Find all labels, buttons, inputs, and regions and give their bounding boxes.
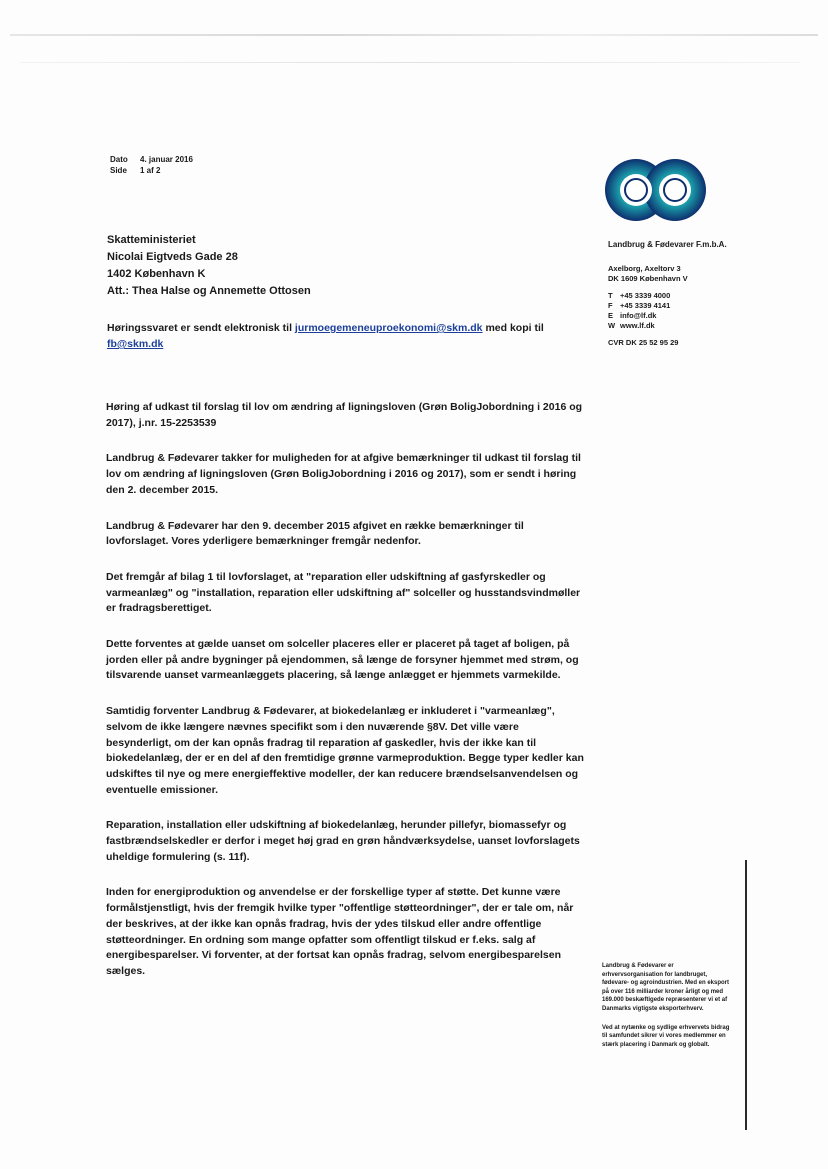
sender-email-row [608, 311, 727, 321]
web-key: W [608, 321, 616, 330]
paragraph-3: Det fremgår af bilag 1 til lovforslaget, at "reparation eller udskiftning af gasfyrskedler og varmeanlæg" og "installation, reparation eller udskiftning af" solceller og husstandsvindmøller er fradragsberettiget. [106, 570, 581, 615]
document-meta [110, 154, 193, 176]
submission-text-before: Høringssvaret er sendt elektronisk til [107, 322, 295, 334]
sender-address-2: DK 1609 København V [608, 274, 688, 283]
paragraph-2: Landbrug & Fødevarer har den 9. december 2015 afgivet en række bemærkninger til lovforslaget. Vores yderligere bemærkninger fremgår nedenfor. [106, 519, 524, 548]
recipient-line-3: 1402 København K [107, 268, 206, 280]
page-value: 1 af 2 [140, 166, 161, 175]
date-value: 4. januar 2016 [140, 155, 193, 164]
letter-body [106, 400, 586, 1000]
email-link-copy[interactable]: fb@skm.dk [107, 338, 164, 350]
sender-address-1: Axelborg, Axeltorv 3 [608, 264, 681, 273]
page-label: Side [110, 166, 127, 175]
sender-phone-row [608, 291, 727, 301]
sender-email: info@lf.dk [620, 311, 657, 320]
recipient-line-1: Skatteministeriet [107, 234, 196, 246]
scan-artifact-line-2 [20, 62, 800, 63]
phone-key: T [608, 291, 613, 300]
submission-text-middle: med kopi til [482, 322, 544, 334]
sender-cvr: CVR DK 25 52 95 29 [608, 338, 679, 347]
sender-fax: +45 3339 4141 [620, 301, 671, 310]
scan-edge-line [745, 860, 747, 1130]
paragraph-7: Inden for energiproduktion og anvendelse er der forskellige typer af støtte. Det kunne være formålstjenstligt, hvis der fremgik hvilke typer "offentlige støtteordninger", der er tale om, når der beskrives, at der ikke kan opnås fradrag, hvis der ydes tilskud eller andre offentlige støtteordninger. En ordning som mange opfatter som offentligt tilskud er f.eks. salg af energibesparelser. Vi forventer, at der fortsat kan opnås fradrag, selvom energibesparelsen sælges. [106, 886, 574, 977]
fax-key: F [608, 301, 613, 310]
date-row [110, 154, 193, 165]
sender-fax-row [608, 301, 727, 311]
scan-artifact-line [10, 34, 818, 36]
page-row [110, 165, 193, 176]
paragraph-6: Reparation, installation eller udskiftning af biokedelanlæg, herunder pillefyr, biomassefyr og fastbrændselskedler er derfor i meget høj grad en grøn håndværksydelse, uanset lovforslagets uheldige formulering (s. 11f). [106, 819, 580, 863]
letter-title: Høring af udkast til forslag til lov om ændring af ligningsloven (Grøn BoligJobordning i 2016 og 2017), j.nr. 15-2253539 [106, 401, 583, 429]
organization-sidebar [602, 962, 730, 1059]
email-key: E [608, 311, 614, 320]
sender-phone: +45 3339 4000 [620, 291, 671, 300]
sender-web-row [608, 321, 727, 331]
email-link-primary[interactable]: jurmoegemeneuproekonomi@skm.dk [294, 322, 483, 334]
recipient-line-2: Nicolai Eigtveds Gade 28 [107, 251, 238, 263]
company-logo [603, 157, 708, 223]
recipient-address [107, 232, 311, 300]
sender-company: Landbrug & Fødevarer F.m.b.A. [608, 240, 727, 249]
sidebar-paragraph-2: Ved at nytænke og sydlige erhvervets bidrag til samfundet sikrer vi vores medlemmer en stærk placering i Danmark og globalt. [602, 1024, 730, 1048]
recipient-line-4: Att.: Thea Halse og Annemette Ottosen [107, 285, 311, 297]
submission-note [107, 320, 547, 352]
sidebar-paragraph-1: Landbrug & Fødevarer er erhvervsorganisation for landbruget, fødevare- og agroindustrien. Med en eksport på over 116 milliarder kroner årligt og med 169.000 beskæftigede repræsenterer vi et af Danmarks vigtigste eksporterhverv. [602, 963, 730, 1012]
paragraph-5: Samtidig forventer Landbrug & Fødevarer, at biokedelanlæg er inkluderet i "varmeanlæg", selvom de ikke længere nævnes specifikt som i den nuværende §8V. Det ville være besynderligt, om der kan opnås fradrag til reparation af gaskedler, hvis der ikke kan til biokedelanlæg, der er en del af den fremtidige grønne varmeproduktion. Begge typer kedler kan udskiftes til nye og mere energieffektive modeller, der kan reducere brændselsanvendelsen og eventuelle emissioner. [106, 705, 584, 796]
paragraph-1: Landbrug & Fødevarer takker for muligheden for at afgive bemærkninger til udkast til forslag til lov om ændring af ligningsloven (Grøn BoligJobordning i 2016 og 2017), som er sendt i høring den 2. december 2015. [106, 452, 581, 496]
sender-web: www.lf.dk [620, 321, 655, 330]
sender-block [608, 240, 727, 348]
paragraph-4: Dette forventes at gælde uanset om solceller placeres eller er placeret på taget af boligen, på jorden eller på andre bygninger på ejendommen, så længe de forsyner hjemmet med strøm, og tilsvarende uanset varmeanlæggets placering, så længe anlægget er hjemmets varmekilde. [106, 638, 579, 682]
date-label: Dato [110, 155, 128, 164]
